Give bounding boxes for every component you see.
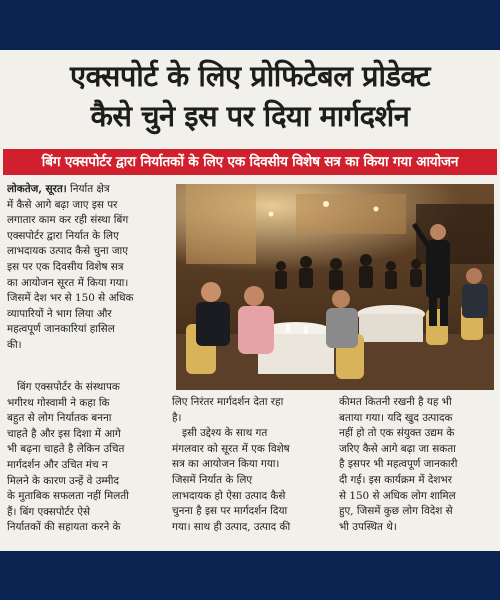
column-line: लाभदायक हो ऐसा उत्पाद कैसे bbox=[172, 489, 286, 502]
column-line: गया। साथ ही उत्पाद, उत्पाद की bbox=[172, 520, 291, 533]
headline-line-2: कैसे चुने इस पर दिया मार्गदर्शन bbox=[90, 99, 410, 133]
article-intro bbox=[7, 182, 171, 354]
event-photo-illustration bbox=[176, 184, 494, 390]
column-line: नहीं हो तो एक संयुक्त उद्यम के bbox=[339, 427, 455, 440]
column-line: हुए, जिसमें कुछ लोग विदेश से bbox=[339, 505, 453, 518]
column-line: मार्गदर्शन और उचित मंच न bbox=[7, 458, 108, 471]
headline-line-1: एक्सपोर्ट के लिए प्रोफिटेबल प्रोडेक्ट bbox=[70, 59, 430, 93]
column-line: निर्यातकों की सहायता करने के bbox=[7, 521, 121, 534]
intro-line: महत्वपूर्ण जानकारियां हासिल bbox=[7, 323, 115, 336]
column-line: के मुताबिक सफलता नहीं मिलती bbox=[7, 490, 129, 503]
intro-line: जिसमें देश भर से 150 से अधिक bbox=[7, 292, 134, 305]
column-line: है। bbox=[172, 411, 182, 424]
column-line: हैं। बिंग एक्सपोर्टर ऐसे bbox=[7, 505, 91, 518]
column-line: सत्र का आयोजन किया गया। bbox=[172, 458, 280, 471]
column-line: बिंग एक्सपोर्टर के संस्थापक bbox=[17, 381, 120, 393]
newspaper-clipping bbox=[0, 50, 500, 551]
event-photo bbox=[176, 184, 494, 390]
column-line: भगीरथ गोस्वामी ने कहा कि bbox=[7, 396, 110, 409]
top-border-band bbox=[0, 0, 500, 50]
column-line: चाहते है और इस दिशा में आगे bbox=[7, 427, 121, 440]
bottom-border-band bbox=[0, 551, 500, 600]
dateline: लोकतेज, सूरत। bbox=[7, 183, 67, 195]
intro-line: एक्सपोर्टर द्वारा निर्यात के लिए bbox=[7, 229, 119, 242]
column-line: बहुत से लोग निर्यातक बनना bbox=[7, 412, 112, 425]
intro-line: में कैसे आगे बढ़ा जाए इस पर bbox=[7, 198, 118, 211]
intro-line: की। bbox=[7, 338, 22, 351]
intro-line: इस पर एक दिवसीय विशेष सत्र bbox=[7, 260, 124, 273]
column-line: जरिए कैसे आगे बढ़ा जा सकता bbox=[339, 442, 456, 455]
column-line: भी बढ़ना चाहते है लेकिन उचित bbox=[7, 443, 125, 456]
column-line: लिए निरंतर मार्गदर्शन देता रहा bbox=[172, 396, 284, 408]
column-line: इसी उद्देश्य के साथ गत bbox=[182, 427, 268, 440]
article-column-3 bbox=[339, 395, 494, 535]
column-line: मंगलवार को सूरत में एक विशेष bbox=[172, 442, 290, 455]
column-line: चुनना है इस पर मार्गदर्शन दिया bbox=[172, 505, 288, 518]
intro-line: व्यापारियों ने भाग लिया और bbox=[7, 307, 112, 320]
column-line: है इसपर भी महत्वपूर्ण जानकारी bbox=[339, 458, 458, 471]
subheadline-banner: बिंग एक्सपोर्टर द्वारा निर्यातकों के लिए एक दिवसीय विशेष सत्र का किया गया आयोजन bbox=[3, 149, 497, 175]
column-line: से 150 से अधिक लोग शामिल bbox=[339, 489, 456, 502]
column-line: भी उपस्थित थे। bbox=[339, 520, 397, 533]
column-line: कीमत कितनी रखनी है यह भी bbox=[339, 396, 452, 408]
intro-line: का आयोजन सूरत में किया गया। bbox=[7, 276, 129, 289]
column-line: जिसमें निर्यात के लिए bbox=[172, 473, 253, 486]
intro-line: लाभदायक उत्पाद कैसे चुना जाए bbox=[7, 245, 128, 258]
column-line: दी गई। इस कार्यक्रम में देशभर bbox=[339, 473, 452, 486]
article-column-2 bbox=[172, 395, 332, 535]
column-line: बताया गया। यदि खुद उत्पादक bbox=[339, 411, 453, 424]
intro-line: निर्यात क्षेत्र bbox=[70, 183, 110, 195]
article-column-1 bbox=[7, 380, 165, 536]
intro-line: लगातार काम कर रही संस्था बिंग bbox=[7, 214, 129, 227]
column-line: मिलने के कारण उन्हें वे उम्मीद bbox=[7, 474, 119, 487]
